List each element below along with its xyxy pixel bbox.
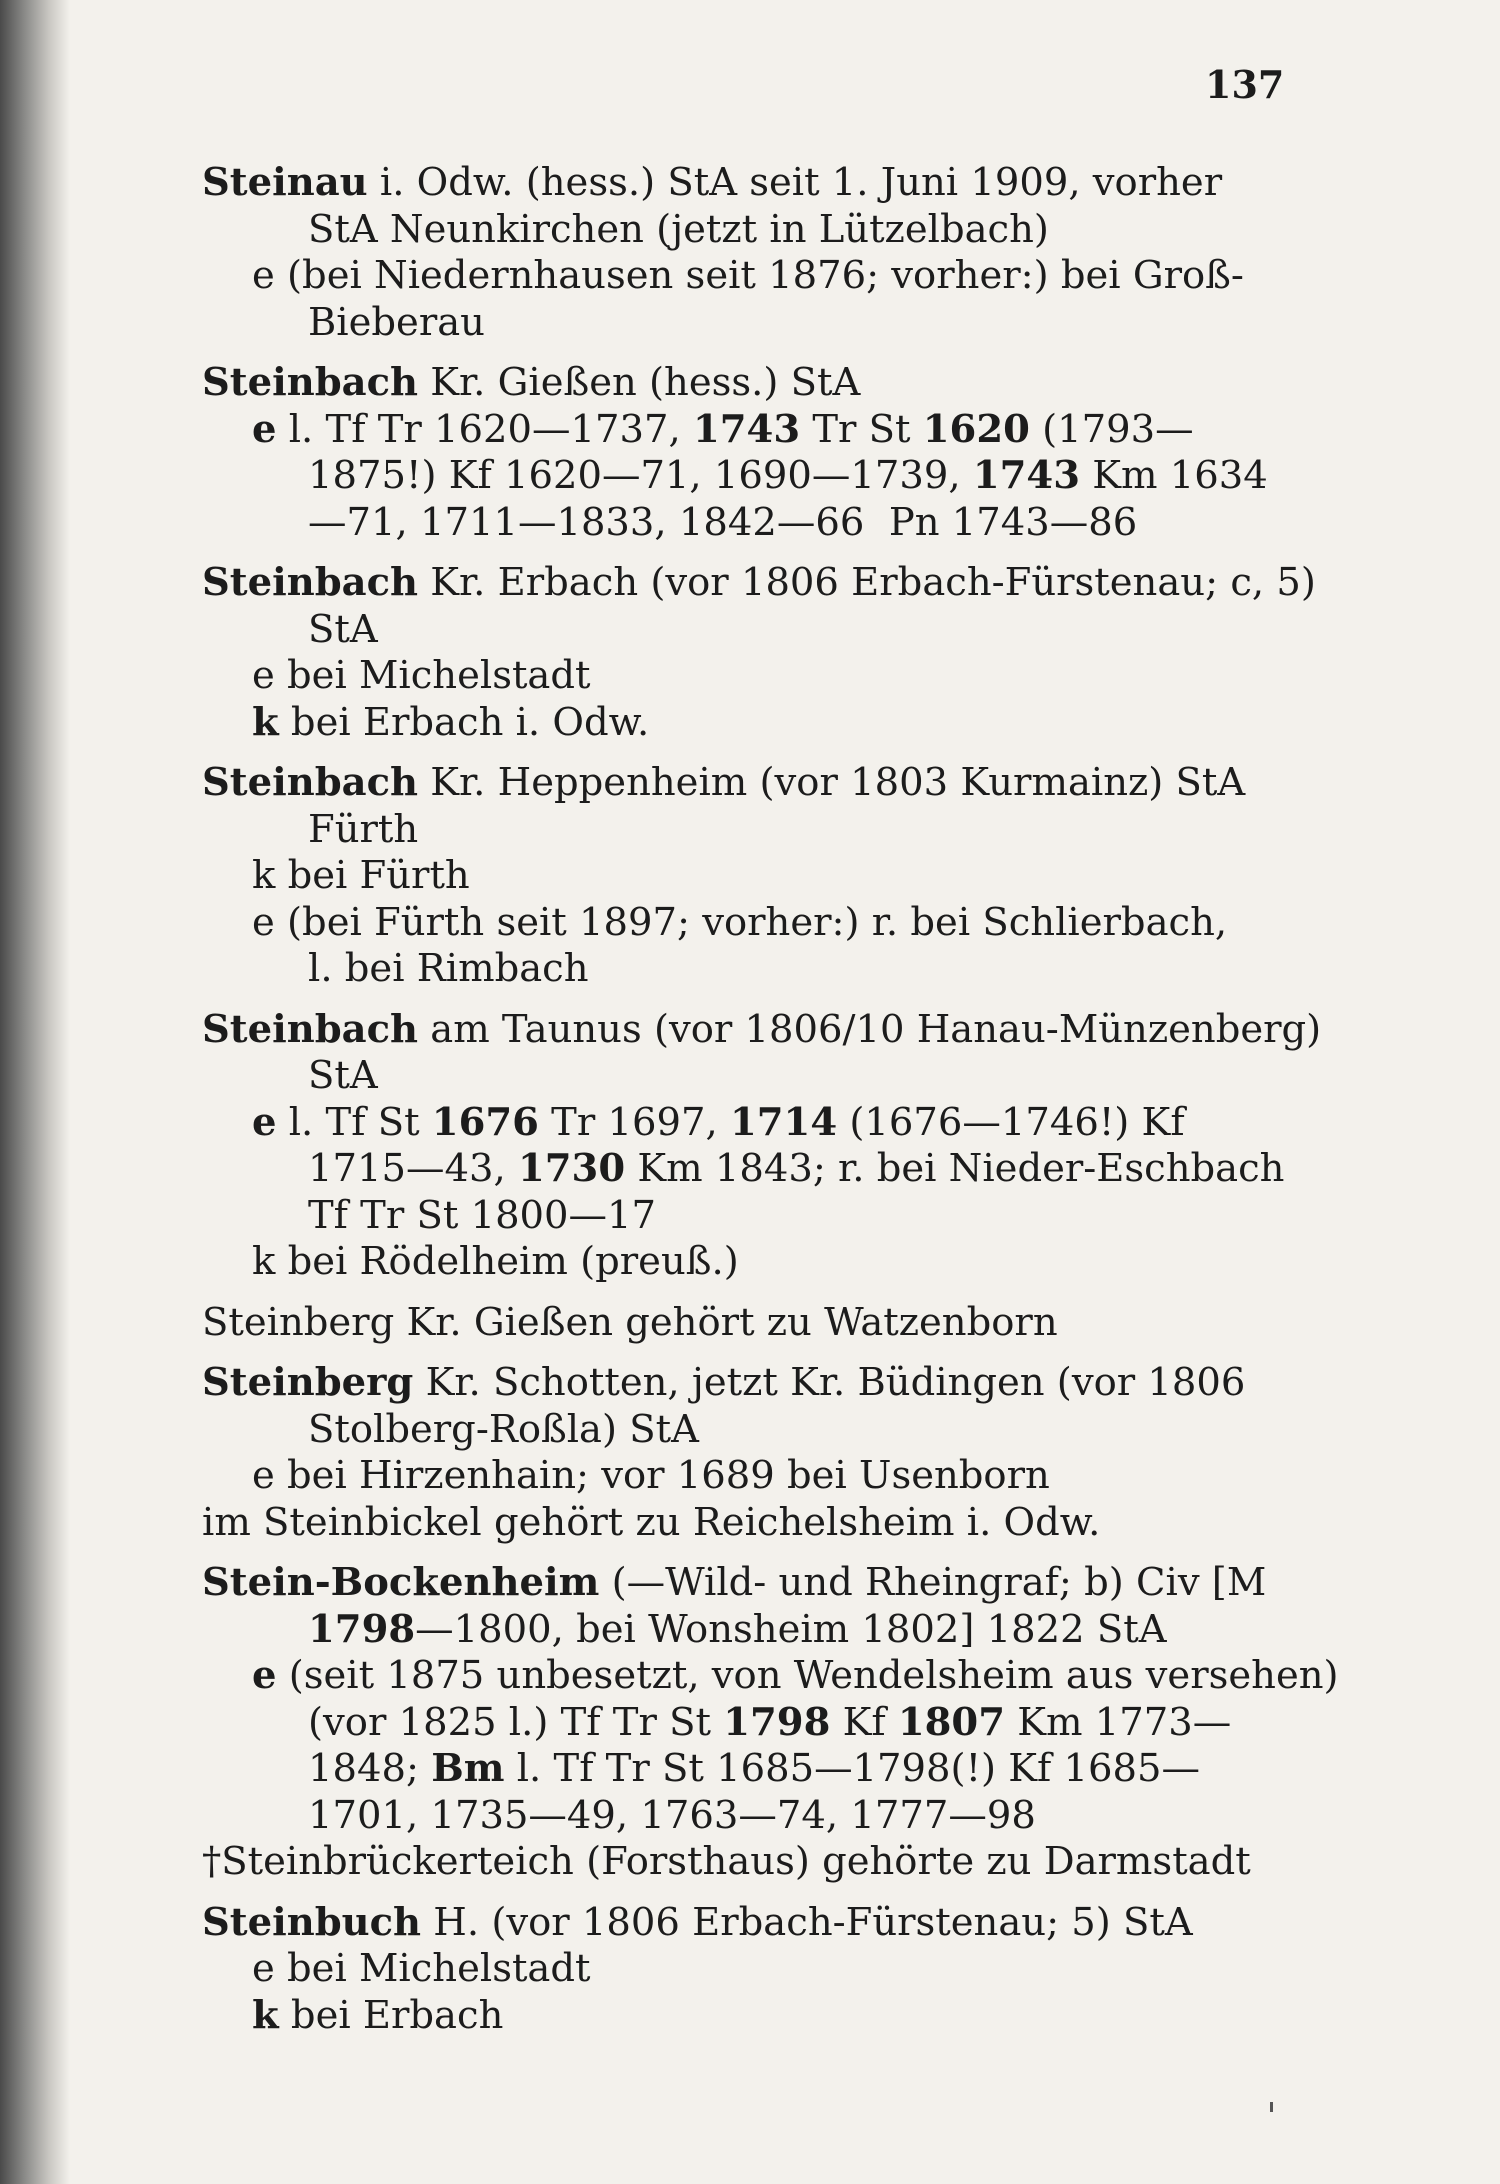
text-segment: Fürth [308,806,419,852]
bold-text: 1676 [431,1099,539,1145]
text-segment: 1715—43, [308,1146,518,1191]
text-segment: (—Wild- und Rheingraf; b) Civ [M [599,1560,1267,1605]
text-line [202,560,1316,607]
bold-text: 1798 [723,1699,831,1745]
text-line [202,1300,1282,1347]
text-segment: 1875!) Kf 1620—71, 1690—1739, [308,453,973,498]
gazetteer-entries [202,160,1339,2039]
bold-text: e [252,406,277,452]
text-segment: Bieberau [308,299,485,345]
text-line [202,1700,1282,1747]
entry-gap [202,346,1282,360]
bold-text: 1714 [729,1099,838,1145]
text-segment: (1676—1746!) Kf [837,1099,1185,1145]
text-line [202,1946,1282,1993]
bold-text: e [252,1653,277,1698]
bold-text: Stein-Bockenheim [202,1560,600,1605]
text-line [202,160,1282,207]
text-line [202,900,1282,947]
bold-text: e [252,1099,277,1145]
entry-gap [202,546,1282,560]
text-segment: StA [308,606,378,652]
text-line [202,1100,1282,1147]
text-segment: Kr. Erbach (vor 1806 Erbach-Fürstenau; c, 5) [418,560,1316,605]
text-line [202,207,1282,254]
bold-text: k [252,1992,279,2038]
bold-text: Bm [431,1746,505,1791]
text-line [202,1793,1282,1840]
text-segment: im Steinbickel gehört zu Reichelsheim i. Odw. [202,1499,1101,1545]
text-segment: Steinberg Kr. Gießen gehört zu Watzenborn [202,1299,1058,1345]
text-segment: k bei Fürth [252,853,470,898]
text-line [202,1607,1282,1654]
text-line [202,653,1282,700]
text-segment: 1701, 1735—49, 1763—74, 1777—98 [308,1792,1036,1838]
bold-text: 1620 [922,406,1030,452]
bold-text: Steinberg [202,1360,414,1405]
text-line [202,253,1282,300]
text-line [202,1653,1339,1700]
bold-text: Steinbach [202,760,418,805]
bold-text: 1798 [308,1606,416,1652]
entry-gap [202,1886,1282,1900]
text-segment: Km 1634 [1080,453,1268,498]
text-line [202,300,1282,347]
text-line [202,853,1282,900]
text-line [202,500,1282,547]
text-segment: k bei Rödelheim (preuß.) [252,1239,739,1284]
entry-gap [202,993,1282,1007]
text-segment: e (bei Niedernhausen seit 1876; vorher:) bei Groß- [252,253,1244,298]
text-line [202,1839,1282,1886]
bold-text: k [252,699,279,745]
text-segment: l. Tf Tr 1620—1737, [276,406,693,452]
text-segment: —71, 1711—1833, 1842—66 Pn 1743—86 [308,499,1138,545]
text-segment: Tf Tr St 1800—17 [308,1192,657,1238]
text-line [202,607,1282,654]
text-segment: (1793— [1029,406,1194,452]
text-line [202,946,1282,993]
text-segment: l. bei Rimbach [308,946,589,991]
text-segment: Kr. Heppenheim (vor 1803 Kurmainz) StA [418,760,1246,805]
text-line [202,760,1282,807]
text-segment: StA [308,1053,378,1098]
text-line [202,453,1282,500]
text-segment: l. Tf St [276,1099,432,1145]
text-segment: (vor 1825 l.) Tf Tr St [308,1699,724,1745]
text-line [202,700,1282,747]
page-number: 137 [1205,62,1285,107]
text-line [202,1560,1282,1607]
text-segment: (seit 1875 unbesetzt, von Wendelsheim aus versehen) [276,1653,1339,1698]
text-line [202,1900,1282,1947]
text-line [202,1146,1285,1193]
text-segment: Kr. Gießen (hess.) StA [418,360,861,405]
text-segment: —1800, bei Wonsheim 1802] 1822 StA [415,1606,1167,1652]
bold-text: 1743 [692,406,801,452]
text-line [202,1360,1282,1407]
text-segment: Km 1843; r. bei Nieder-Eschbach [625,1146,1285,1191]
bold-text: Steinau [202,160,368,205]
text-line [202,807,1282,854]
text-line [202,1453,1282,1500]
text-segment: †Steinbrückerteich (Forsthaus) gehörte zu Darmstadt [202,1839,1251,1884]
text-segment: 1848; [308,1746,432,1791]
text-segment: e bei Michelstadt [252,1946,591,1991]
entry-gap [202,1546,1282,1560]
bold-text: Steinbuch [202,1899,422,1945]
text-segment: e bei Hirzenhain; vor 1689 bei Usenborn [252,1453,1050,1498]
text-segment: bei Erbach [278,1992,504,2038]
text-line [202,407,1282,454]
text-segment: l. Tf Tr St 1685—1798(!) Kf 1685— [504,1746,1201,1791]
text-segment: Kr. Schotten, jetzt Kr. Büdingen (vor 1806 [413,1360,1246,1405]
text-line [202,1053,1282,1100]
text-line [202,1993,1282,2040]
text-segment: Tr St [800,406,923,452]
text-segment: Kf [830,1699,898,1745]
bold-text: 1730 [517,1146,626,1191]
text-line [202,360,1282,407]
entry-gap [202,746,1282,760]
bold-text: 1743 [972,453,1080,498]
text-line [202,1746,1282,1793]
bold-text: Steinbach [202,560,418,605]
entry-gap [202,1346,1282,1360]
entry-gap [202,1286,1282,1300]
text-segment: bei Erbach i. Odw. [278,699,650,745]
text-segment: am Taunus (vor 1806/10 Hanau-Münzenberg) [418,1006,1322,1052]
bold-text: 1807 [897,1699,1006,1745]
book-spine-shadow [0,0,70,2184]
text-segment: e (bei Fürth seit 1897; vorher:) r. bei Schlierbach, [252,899,1228,945]
text-segment: StA Neunkirchen (jetzt in Lützelbach) [308,206,1049,252]
text-line [202,1407,1282,1454]
text-segment: e bei Michelstadt [252,653,591,698]
text-segment: Stolberg-Roßla) StA [308,1406,699,1452]
text-line [202,1500,1282,1547]
text-segment: H. (vor 1806 Erbach-Fürstenau; 5) StA [421,1899,1193,1945]
text-line [202,1006,1322,1054]
text-line [202,1193,1282,1240]
text-line [202,1239,1282,1286]
margin-mark [1270,2102,1273,2112]
text-segment: Km 1773— [1005,1699,1232,1745]
bold-text: Steinbach [202,1006,418,1052]
text-segment: i. Odw. (hess.) StA seit 1. Juni 1909, vorher [367,160,1223,205]
bold-text: Steinbach [202,360,418,405]
text-segment: Tr 1697, [538,1099,730,1145]
